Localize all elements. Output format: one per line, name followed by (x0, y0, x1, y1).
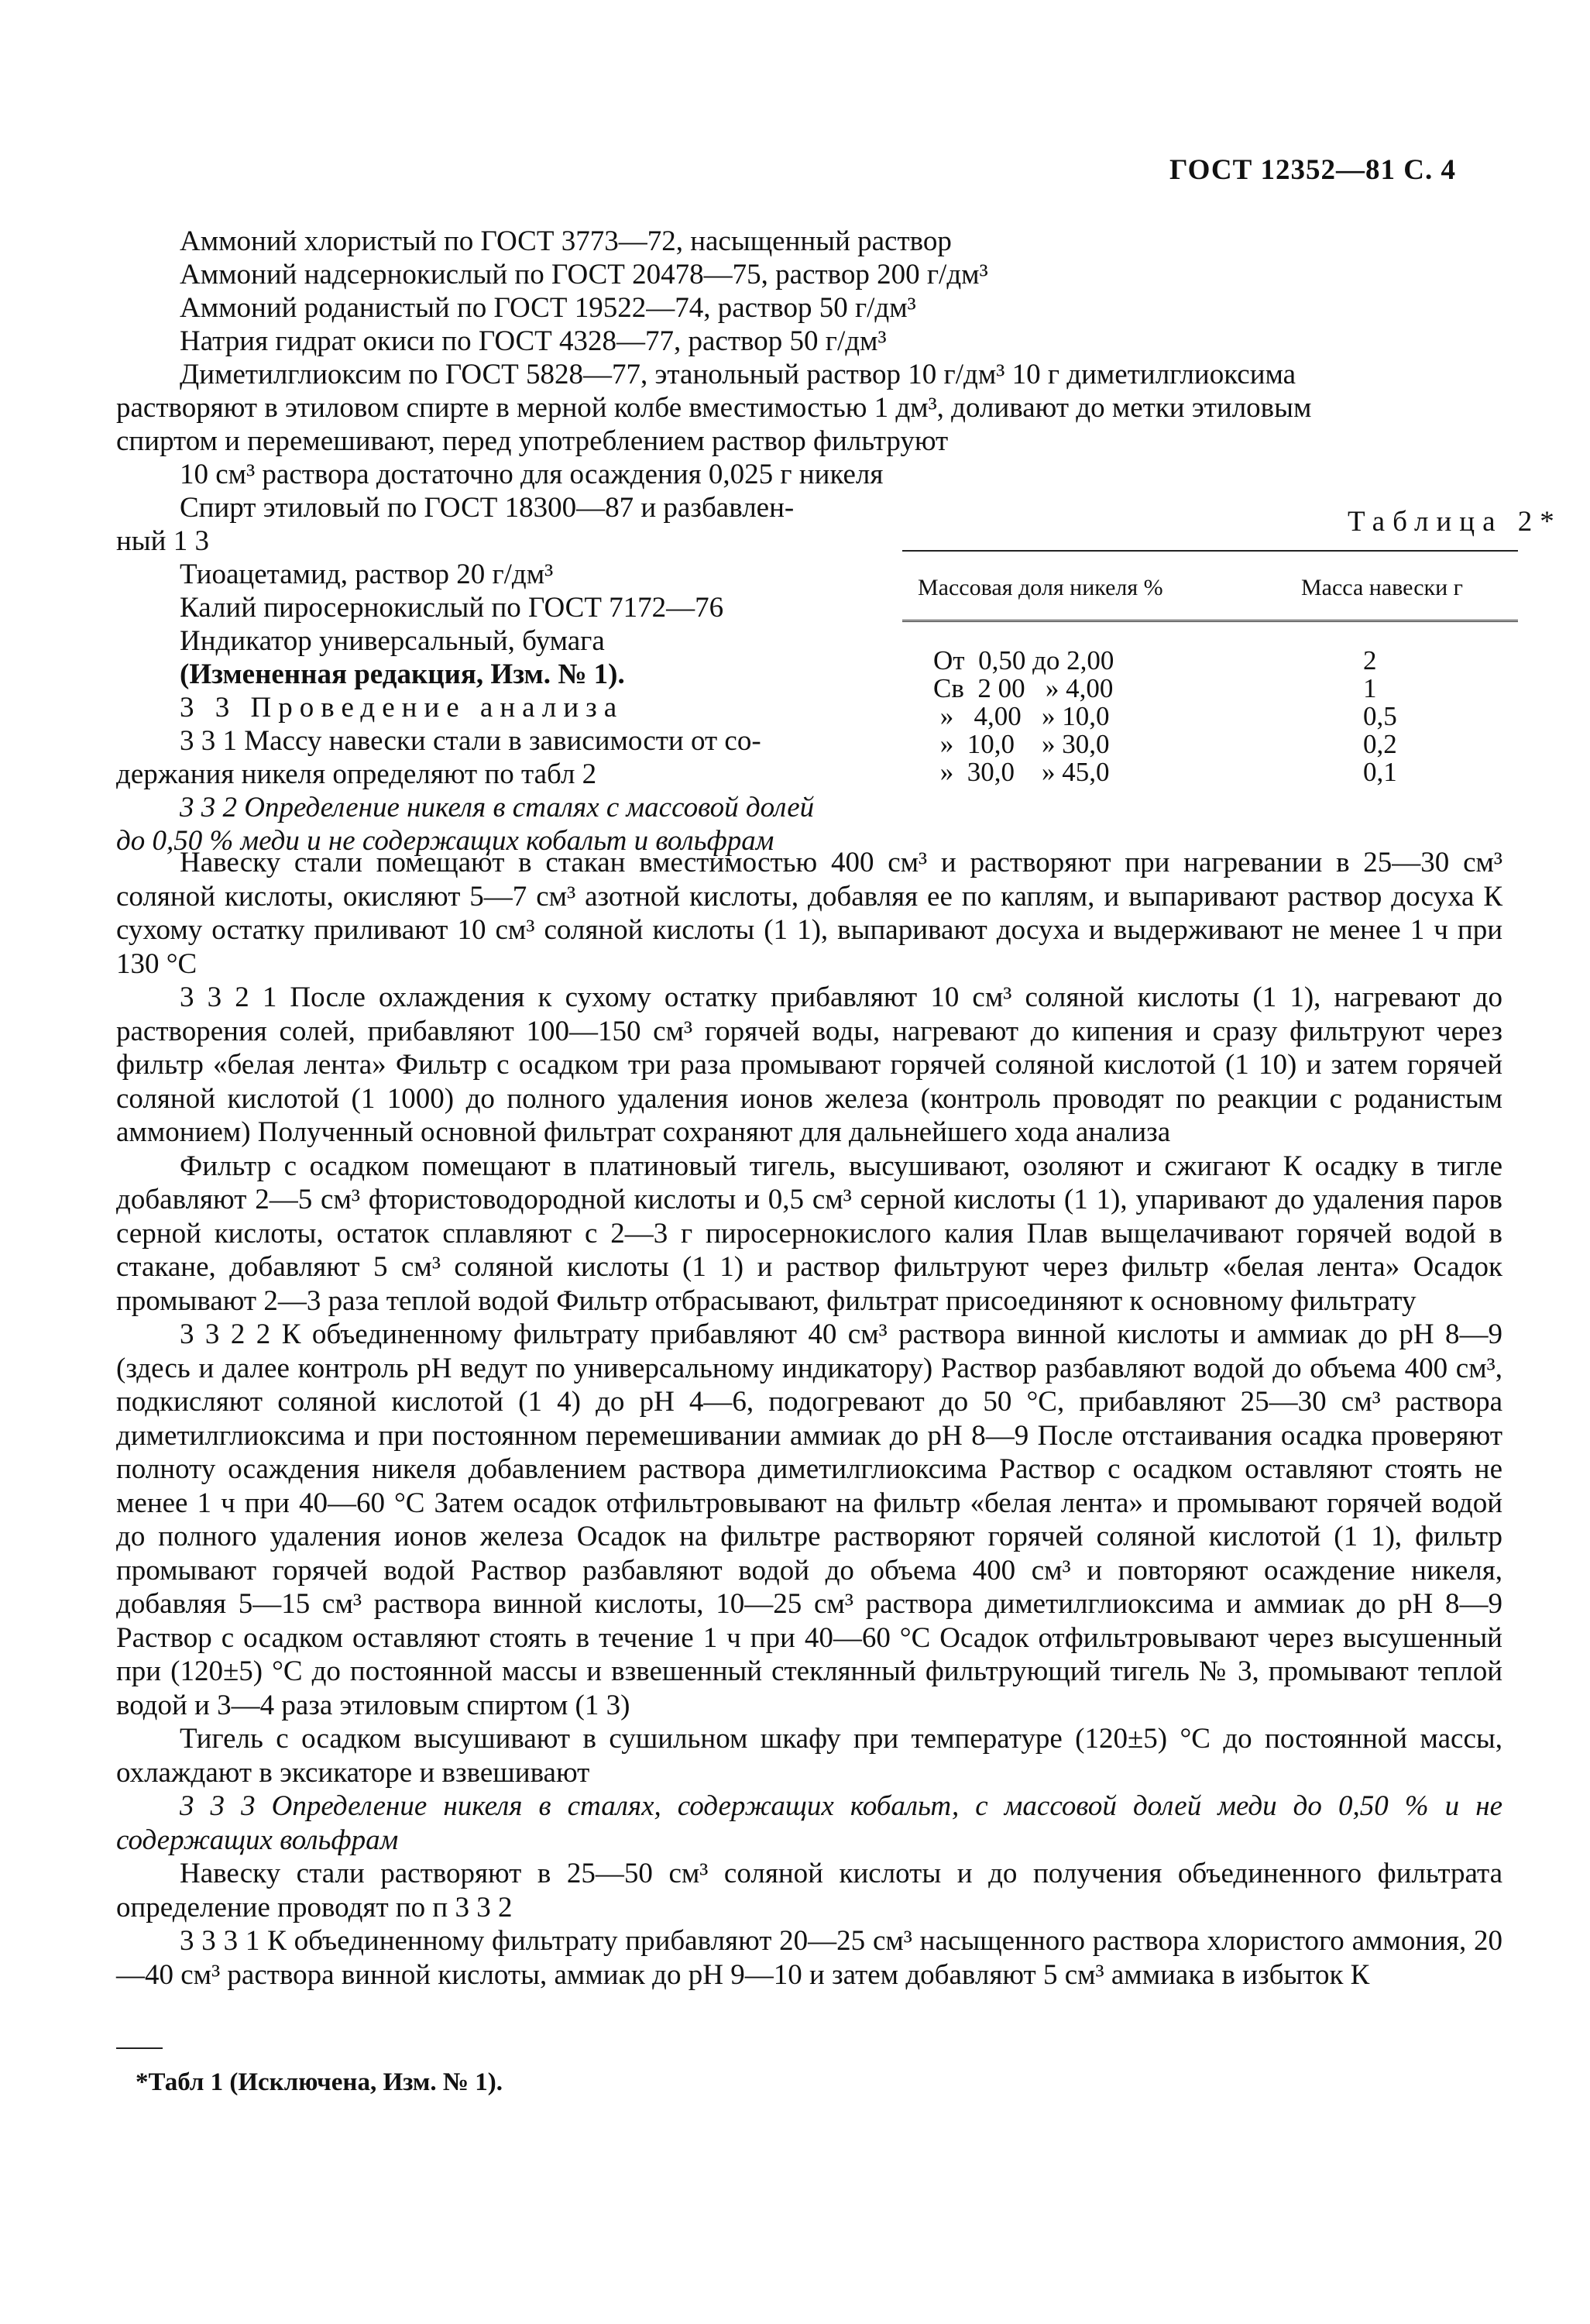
table-row (902, 647, 1518, 675)
table-row (902, 758, 1518, 786)
table-2 (902, 550, 1518, 786)
revision-note: (Измененная редакция, Изм. № 1). (180, 658, 625, 690)
body-text (116, 846, 1502, 1992)
reagent-thioacetamide: Тиоацетамид, раствор 20 г/дм³ (180, 559, 554, 590)
subsection-heading: до 0,50 % меди и не содержащих кобальт и вольфрам (116, 825, 774, 857)
reagent-line: Натрия гидрат окиси по ГОСТ 4328—77, раствор 50 г/дм³ (180, 325, 887, 357)
dimethylglyoxime-line: спиртом и перемешивают, перед употреблением раствор фильтруют (116, 425, 949, 457)
cell-mass: 1 (1363, 673, 1377, 703)
dimethylglyoxime-line: растворяют в этиловом спирте в мерной колбе вместимостью 1 дм³, доливают до метки этиловым (116, 392, 1312, 424)
cell-range: От 0,50 до 2,00 (933, 645, 1114, 676)
cell-mass: 0,5 (1363, 701, 1397, 731)
table-header (902, 552, 1518, 620)
table-row (902, 703, 1518, 731)
paragraph: Навеску стали помещают в стакан вместимостью 400 см³ и растворяют при нагревании в 25—30 см³ соляной кислоты, окисляют 5—7 см³ азотной кислоты, добавляя ее по каплям, и выпаривают раствор досуха К сухому остатку приливают 10 см³ соляной кислоты (1 1), выпаривают досуха и выдерживают не менее 1 ч при 130 °С (116, 847, 1502, 980)
column-header: Массовая доля никеля % (918, 575, 1163, 600)
paragraph: 3 3 3 1 К объединенному фильтрату прибавляют 20—25 см³ насыщенного раствора хлористого аммония, 20—40 см³ раствора винной кислоты, аммиак до рН 9—10 и затем добавляют 5 см³ аммиака в избыток К (116, 1925, 1502, 1991)
cell-mass: 0,2 (1363, 729, 1397, 759)
table-row (902, 731, 1518, 758)
table-title: Таблица 2* (1348, 506, 1562, 538)
reagent-line: Аммоний надсернокислый по ГОСТ 20478—75, раствор 200 г/дм³ (180, 259, 988, 290)
cell-range: Св 2 00 » 4,00 (933, 673, 1114, 703)
footnote: *Табл 1 (Исключена, Изм. № 1). (136, 2068, 503, 2096)
table-row (902, 675, 1518, 703)
footnote-divider (116, 2047, 163, 2049)
cell-mass: 0,1 (1363, 757, 1397, 787)
reagent-line: Аммоний роданистый по ГОСТ 19522—74, раствор 50 г/дм³ (180, 292, 916, 324)
reagent-ethanol-cont: ный 1 3 (116, 525, 209, 557)
dimethylglyoxime-line: Диметилглиоксим по ГОСТ 5828—77, этанольный раствор 10 г/дм³ 10 г диметилглиоксима (180, 359, 1296, 390)
paragraph: Фильтр с осадком помещают в платиновый тигель, высушивают, озоляют и сжигают К осадку в тигле добавляют 2—5 см³ фтористоводородной кислоты и 0,5 см³ серной кислоты (1 1), упаривают до удаления паров серной кислоты, остаток сплавляют с 2—3 г пиросернокислого калия Плав выщелачивают горячей водой в стакане, добавляют 5 см³ соляной кислоты (1 1) и раствор фильтруют через фильтр «белая лента» Осадок промывают 2—3 раза теплой водой Фильтр отбрасывают, фильтрат присоединяют к основному фильтрату (116, 1150, 1502, 1317)
paragraph: Навеску стали растворяют в 25—50 см³ соляной кислоты и до получения объединенного фильтрата определение проводят по п 3 3 2 (116, 1858, 1502, 1923)
reagent-ethanol: Спирт этиловый по ГОСТ 18300—87 и разбавлен- (180, 492, 795, 524)
reagent-indicator: Индикатор универсальный, бумага (180, 625, 605, 657)
column-header: Масса навески г (1301, 575, 1463, 600)
paragraph-line: 3 3 1 Массу навески стали в зависимости от со- (180, 725, 761, 757)
paragraph: 3 3 2 2 К объединенному фильтрату прибавляют 40 см³ раствора винной кислоты и аммиак до рН 8—9 (здесь и далее контроль рН ведут по универсальному индикатору) Раствор разбавляют водой до объема 400 см³, подкисляют соляной кислотой (1 4) до рН 4—6, подогревают до 50 °С, прибавляют 25—30 см³ раствора диметилглиоксима и при постоянном перемешивании аммиак до рН 8—9 После отстаивания осадка проверяют полноту осаждения никеля добавлением раствора диметилглиоксима Раствор с осадком оставляют стоять не менее 1 ч при 40—60 °С Затем осадок отфильтровывают на фильтр «белая лента» и промывают горячей водой до полного удаления ионов железа Осадок на фильтре растворяют горячей соляной кислотой (1 1), фильтр промывают горячей водой Раствор разбавляют водой до объема 400 см³ и повторяют осаждение никеля, добавляя 5—15 см³ раствора винной кислоты, 10—25 см³ раствора диметилглиоксима и аммиак до рН 8—9 Раствор с осадком оставляют стоять в течение 1 ч при 40—60 °С Осадок отфильтровывают через высушенный при (120±5) °С до постоянной массы и взвешенный стеклянный фильтрующий тигель № 3, промывают теплой водой и 3—4 раза этиловым спиртом (1 3) (116, 1318, 1502, 1721)
cell-mass: 2 (1363, 645, 1377, 676)
subsection-heading: 3 3 3 Определение никеля в сталях, содержащих кобальт, с массовой долей меди до 0,50 % и не содержащих вольфрам (116, 1790, 1502, 1856)
cell-range: » 4,00 » 10,0 (933, 701, 1110, 731)
paragraph: 3 3 2 1 После охлаждения к сухому остатку прибавляют 10 см³ соляной кислоты (1 1), нагревают до растворения солей, прибавляют 100—150 см³ горячей воды, нагревают до кипения и сразу фильтруют через фильтр «белая лента» Фильтр с осадком три раза промывают горячей соляной кислотой (1 10) и затем горячей соляной кислотой (1 1000) до полного удаления ионов железа (контроль проводят по реакции с роданистым аммонием) Полученный основной фильтрат сохраняют для дальнейшего хода анализа (116, 982, 1502, 1148)
cell-range: » 30,0 » 45,0 (933, 757, 1110, 787)
page-header: ГОСТ 12352—81 С. 4 (1169, 154, 1456, 186)
cell-range: » 10,0 » 30,0 (933, 729, 1110, 759)
section-heading: 3 3 Проведение анализа (180, 692, 624, 724)
reagent-potassium: Калий пиросернокислый по ГОСТ 7172—76 (180, 592, 724, 624)
reagent-line: Аммоний хлористый по ГОСТ 3773—72, насыщенный раствор (180, 225, 952, 257)
table-body (902, 624, 1518, 786)
dimethylglyoxime-line: 10 см³ раствора достаточно для осаждения 0,025 г никеля (180, 459, 884, 490)
paragraph-line: держания никеля определяют по табл 2 (116, 758, 597, 790)
paragraph: Тигель с осадком высушивают в сушильном шкафу при температуре (120±5) °С до постоянной массы, охлаждают в эксикаторе и взвешивают (116, 1723, 1502, 1789)
subsection-heading: 3 3 2 Определение никеля в сталях с массовой долей (180, 792, 815, 823)
